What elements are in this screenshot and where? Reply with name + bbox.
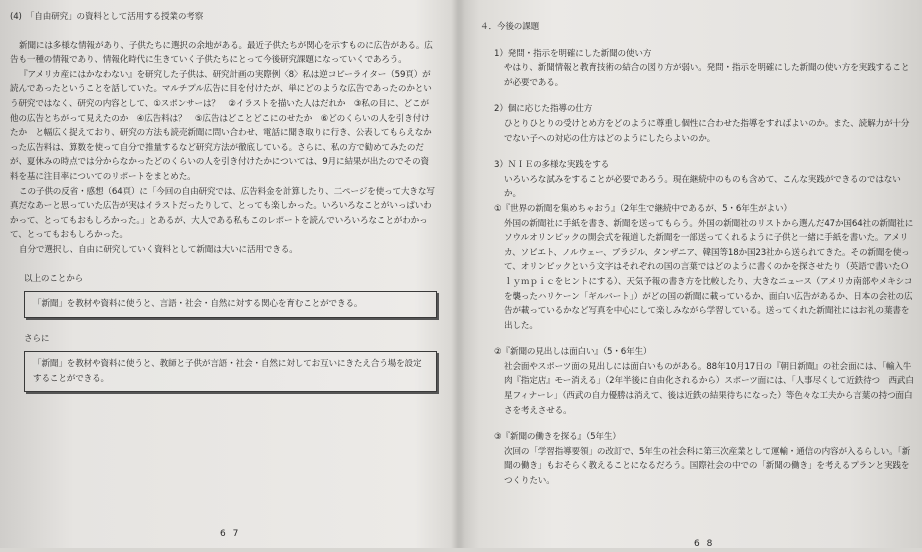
paragraph: 新聞には多様な情報があり、子供たちに選択の余地がある。最近子供たちが関心を示すものに広告がある。広告も一種の情報であり、情報化時代に生きていく子供たちにとって今後研究課題になっていくであろう。 (10, 40, 433, 66)
paragraph: 自分で選択し、自由に研究していく資料として新聞は大いに活用できる。 (19, 244, 298, 255)
addition-box: 「新聞」を教材や資料に使うと、教師と子供が言語・社会・自然に対してお互いにきたえ合う場を設定することができる。 (24, 351, 437, 392)
item-body: いろいろな試みをすることが必要であろう。現在継続中のものも含めて、こんな実践ができるのではないか。 (504, 174, 901, 200)
item-title: 2）個に応じた指導の仕方 (494, 104, 593, 115)
item-body: やはり、新聞情報と教育技術の結合の図り方が弱い。発問・指示を明確にした新聞の使い方を実践することが必要である。 (504, 63, 910, 88)
page-number: 6 7 (220, 529, 241, 540)
subitem-title: ③『新聞の働きを探る』（5年生） (494, 432, 621, 443)
section-heading: (4) 「自由研究」の資料として活用する授業の考察 (10, 12, 204, 22)
conclusion-box: 「新聞」を教材や資料に使うと、言語・社会・自然に対する関心を育むことができる。 (24, 291, 437, 318)
subitem-body: 次回の「学習指導要領」の改訂で、5年生の社会科に第三次産業として運輸・通信の内容が入るらしい。「新聞の働き」もおそらく教えることになるだろう。国際社会の中での「新聞の働き」を考えるプランと実践をつくりたい。 (504, 446, 911, 487)
subitem-body: 外国の新聞社に手紙を書き、新聞を送ってもらう。外国の新聞社のリストから選んだ47か国64社の新聞社にソウルオリンピックの開会式を報道した新聞を一部送ってくれるように子供と一緒に手紙を書いた。アメリカ、ソビエト、ノルウェー、ブラジル、タンザニア、韓国等18か国23社から送られてきた。その新聞を使って、オリンピックという文字はそれぞれの国の言葉ではどのように書くのかを探させたり（英語で書いたＯｌｙｍｐｉｃをヒントにする）、天気予報の書き方を比較したり、大きなニュース（アメリカ南部やメキシコを襲ったハリケーン「ギルバート」）がどの国の新聞に載っているか、面白い広告があるか、日本の会社の広告が載っているかなど写真を中心にして楽しみながら学習している。送ってくれた新聞社にはお礼の葉書を出した。 (504, 218, 914, 331)
conclusion-label: 以上のことから (24, 273, 84, 284)
paragraph: 『アメリカ産にはかなわない』を研究した子供は、研究計画の実際例〈8〉私は逆コピーライター（59頁）が読んであったということを話していた。マルチプル広告に目を付けたが、単にどのような広告であったのかという研究ではなく、研究の内容として、①スポンサーは？ ②イラストを描いた人はだれか ③私の目に、どこが他の広告とちがって見えたのか ④広告料は？ ⑤広告はどことどこにのせたか ⑥どのくらいの人を引き付けたか と幅広く捉えており、研究の方法も読売新聞に問い合わせ、電話に聞き取りに行き、公表してもらえなかった広告料は、算数を使って自分で推量するなど研究方法が徹底している。さらに、私の方で勧めてみたのだが、夏休みの時点では分からなかったどのくらいの人を引き付けたかについては、9月に結果が出たのでその資料を基に注目率についてのリポートをまとめた。 (10, 69, 432, 182)
page-number: 6 8 (694, 539, 715, 550)
item-body: ひとりひとりの受けとめ方をどのように尊重し個性に合わせた指導をすればよいのか。また、読解力が十分でない子への対応の仕方はどのようにしたらよいのか。 (504, 118, 910, 144)
paragraph: この子供の反省・感想（64頁）に「今回の自由研究では、広告料金を計算したり、二ページを使って大きな写真だなあーと思っていた広告が実はイラストだったりして、とっても楽しかった。いろいろなことがいっぱいわかって、とってもおもしろかった。」とあるが、大人である私もこのレポートを読んでいろいろなことがわかって、とってもおもしろかった。 (10, 186, 435, 241)
subitem-title: ①『世界の新聞を集めちゃおう』（2年生で継続中であるが、5・6年生がよい） (494, 203, 792, 214)
subitem-title: ②『新聞の見出しは面白い』（5・6年生） (494, 347, 652, 358)
section-title: ４．今後の課題 (480, 22, 540, 32)
subitem-body: 社会面やスポーツ面の見出しには面白いものがある。88年10月17日の『朝日新聞』の社会面には、「輸入牛肉『指定店』モー消える」（2年半後に自由化されるから）スポーツ面には、「人事尽くして近鉄待つ 西武白星フィナーレ」（西武の自力優勝は消えて、後は近鉄の結果待ちになった）等色々な工夫から言葉の持つ面白さを考えさせる。 (504, 361, 914, 416)
item-title: 1）発問・指示を明確にした新聞の使い方 (494, 48, 652, 59)
addition-label: さらに (24, 333, 50, 344)
left-page (0, 0, 455, 548)
right-page (462, 0, 922, 548)
item-title: 3）ＮＩＥの多様な実践をする (494, 160, 610, 171)
